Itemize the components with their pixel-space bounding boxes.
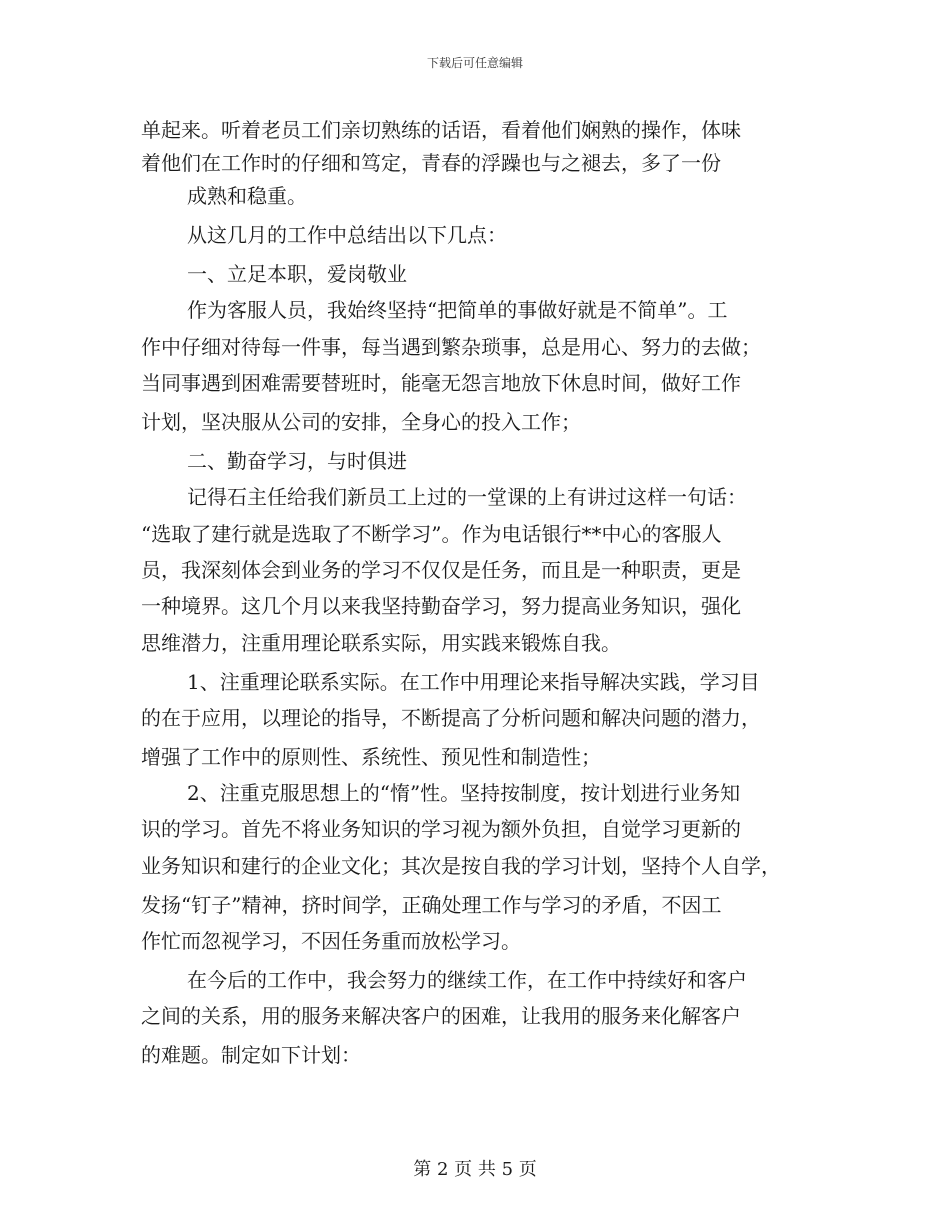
body-line: 在今后的工作中，我会努力的继续工作，在工作中持续好和客户 xyxy=(187,968,747,992)
body-line: 单起来。听着老员工们亲切熟练的话语，看着他们娴熟的操作，体味 xyxy=(141,118,741,142)
body-line: 识的学习。首先不将业务知识的学习视为额外负担，自觉学习更新的 xyxy=(141,817,741,841)
section-heading: 二、勤奋学习，与时俱进 xyxy=(187,449,407,473)
body-line: 增强了工作中的原则性、系统性、预见性和制造性； xyxy=(141,745,601,769)
body-line: 计划，坚决服从公司的安排，全身心的投入工作； xyxy=(141,410,581,434)
body-line: 当同事遇到困难需要替班时，能毫无怨言地放下休息时间，做好工作 xyxy=(141,371,741,395)
body-line: 员，我深刻体会到业务的学习不仅仅是任务，而且是一种职责，更是 xyxy=(141,558,741,582)
body-line: 的在于应用，以理论的指导，不断提高了分析问题和解决问题的潜力， xyxy=(141,706,761,730)
body-line: 记得石主任给我们新员工上过的一堂课的上有讲过这样一句话： xyxy=(187,485,747,509)
body-line: 作忙而忽视学习，不因任务重而放松学习。 xyxy=(141,929,521,953)
section-heading: 一、立足本职，爱岗敬业 xyxy=(187,262,407,286)
body-line: 之间的关系，用的服务来解决客户的困难，让我用的服务来化解客户 xyxy=(141,1004,741,1028)
body-line: 成熟和稳重。 xyxy=(187,184,307,208)
body-line: 思维潜力，注重用理论联系实际，用实践来锻炼自我。 xyxy=(141,631,621,655)
page-header: 下载后可任意编辑 xyxy=(426,56,523,70)
body-line: 的难题。制定如下计划： xyxy=(141,1043,361,1067)
body-line: 着他们在工作时的仔细和笃定，青春的浮躁也与之褪去，多了一份 xyxy=(141,151,721,175)
body-line: 1、注重理论联系实际。在工作中用理论来指导解决实践，学习目 xyxy=(187,670,760,694)
body-line: 发扬“钉子”精神，挤时间学，正确处理工作与学习的矛盾，不因工 xyxy=(141,893,722,917)
body-line: 业务知识和建行的企业文化；其次是按自我的学习计划，坚持个人自学， xyxy=(141,854,781,878)
body-line: 从这几月的工作中总结出以下几点： xyxy=(187,223,507,247)
body-line: “选取了建行就是选取了不断学习”。作为电话银行**中心的客服人 xyxy=(141,522,722,546)
body-line: 2、注重克服思想上的“惰”性。坚持按制度，按计划进行业务知 xyxy=(187,781,741,805)
body-line: 作为客服人员，我始终坚持“把简单的事做好就是不简单”。工 xyxy=(187,298,728,322)
body-line: 一种境界。这几个月以来我坚持勤奋学习，努力提高业务知识，强化 xyxy=(141,594,741,618)
page-footer: 第 2 页 共 5 页 xyxy=(413,1159,537,1180)
body-line: 作中仔细对待每一件事，每当遇到繁杂琐事，总是用心、努力的去做； xyxy=(141,335,761,359)
